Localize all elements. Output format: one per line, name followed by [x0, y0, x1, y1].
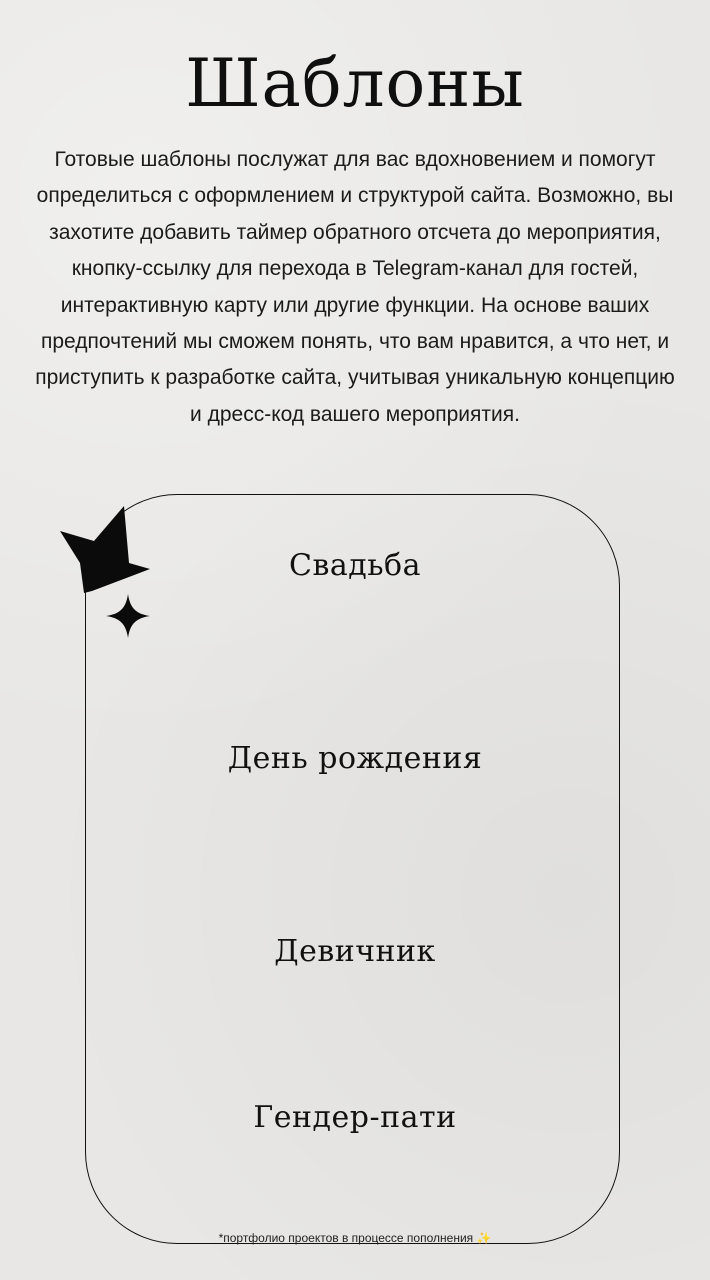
template-link-bachelorette[interactable]: Девичник [274, 934, 436, 969]
page-title: Шаблоны [185, 45, 525, 122]
template-link-wedding[interactable]: Свадьба [289, 548, 421, 583]
sparkle-emoji-icon: ✨ [476, 1231, 492, 1245]
portfolio-footnote-text: *портфолио проектов в процессе пополнения [218, 1231, 474, 1245]
intro-text: Готовые шаблоны послужат для вас вдохновением и помогут определиться с оформлением и структурой сайта. Возможно, вы захотите добавить таймер обратного отсчета до мероприятия, кнопку-ссылку для перехода в Telegram-канал для гостей, интерактивную карту или другие функции. На основе ваших предпочтений мы сможем понять, что вам нравится, а что нет, и приступить к разработке сайта, учитывая уникальную концепцию и дресс-код вашего мероприятия. [35, 148, 675, 426]
template-link-gender-party[interactable]: Гендер-пати [253, 1100, 457, 1135]
sparkle-icon [104, 592, 152, 640]
portfolio-footnote [0, 1231, 710, 1245]
template-link-birthday[interactable]: День рождения [227, 741, 483, 776]
